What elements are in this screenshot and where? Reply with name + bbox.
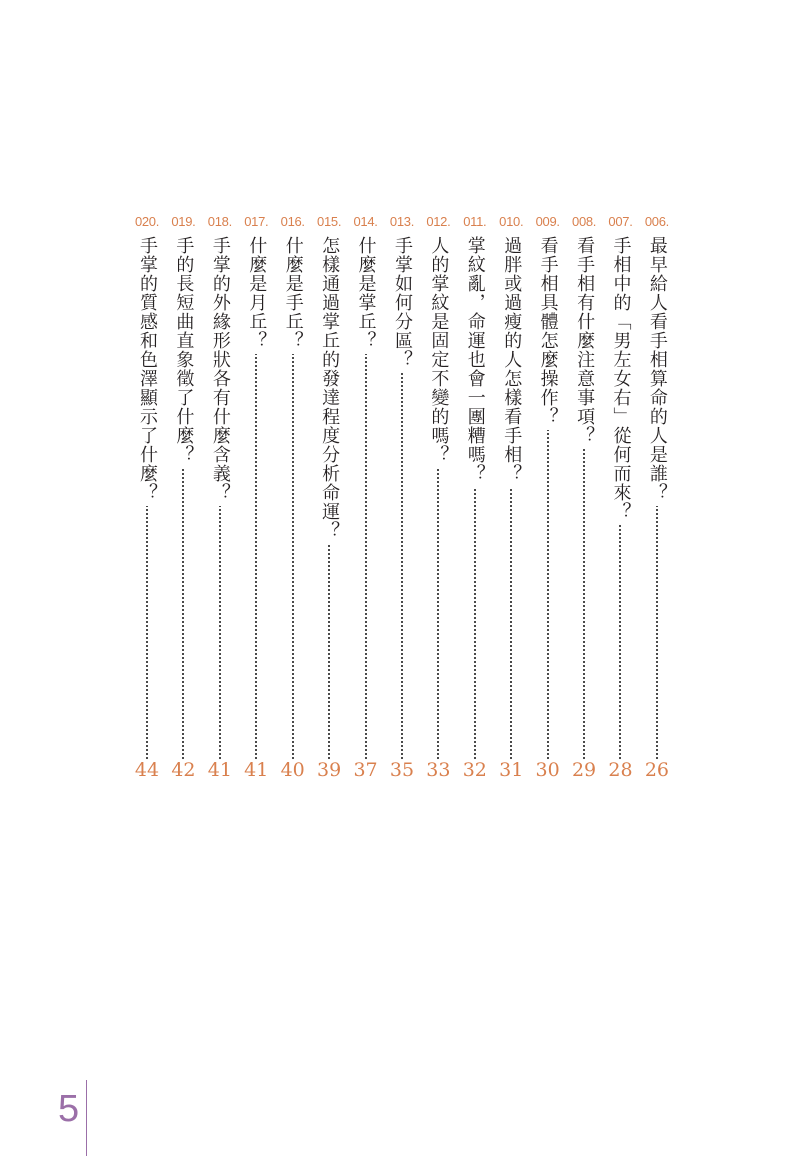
entry-title[interactable]: 手的長短曲直象徵了什麼？ — [173, 236, 193, 468]
entry-page-number: 40 — [280, 759, 305, 781]
toc-entry[interactable] — [423, 214, 453, 794]
table-of-contents — [132, 214, 672, 794]
entry-page-number: 37 — [353, 759, 378, 781]
entry-number: 010. — [499, 214, 524, 229]
toc-entry[interactable] — [605, 214, 635, 794]
entry-page-number: 41 — [244, 759, 269, 781]
entry-title[interactable]: 什麼是掌丘？ — [356, 236, 376, 354]
toc-entry[interactable] — [387, 214, 417, 794]
entry-number: 013. — [389, 214, 415, 229]
toc-entry[interactable] — [205, 214, 235, 794]
entry-title[interactable]: 手相中的「男左女右」從何而來？ — [610, 236, 630, 525]
page-number: 5 — [58, 1088, 80, 1130]
entry-title[interactable]: 最早給人看手相算命的人是誰？ — [647, 236, 667, 506]
entry-number: 012. — [426, 214, 451, 229]
toc-entry[interactable] — [460, 214, 490, 794]
toc-entry[interactable] — [168, 214, 198, 794]
entry-title[interactable]: 什麼是手丘？ — [283, 236, 303, 354]
toc-entry[interactable] — [496, 214, 526, 794]
entry-title[interactable]: 手掌的外緣形狀各有什麼含義？ — [210, 236, 230, 506]
entry-number: 020. — [134, 214, 160, 229]
entry-page-number: 26 — [644, 759, 669, 781]
entry-page-number: 29 — [571, 759, 597, 781]
toc-entry[interactable] — [569, 214, 599, 794]
entry-number: 007. — [608, 214, 633, 229]
entry-title[interactable]: 看手相有什麼注意事項？ — [574, 236, 594, 449]
entry-number: 009. — [535, 214, 560, 229]
toc-entry[interactable] — [278, 214, 308, 794]
entry-title[interactable]: 看手相具體怎麼操作？ — [538, 236, 558, 430]
entry-page-number: 35 — [389, 759, 415, 781]
entry-page-number: 32 — [462, 759, 487, 781]
entry-title[interactable]: 手掌如何分區？ — [392, 236, 412, 373]
toc-entry[interactable] — [642, 214, 672, 794]
entry-number: 016. — [280, 214, 305, 229]
entry-number: 011. — [463, 214, 487, 229]
entry-title[interactable]: 過胖或過瘦的人怎樣看手相？ — [501, 236, 521, 487]
entry-number: 006. — [644, 214, 669, 229]
entry-title[interactable]: 什麼是月丘？ — [246, 236, 266, 354]
entry-number: 019. — [171, 214, 196, 229]
entry-title[interactable]: 掌紋亂，命運也會一團糟嗎？ — [465, 236, 485, 487]
entry-title[interactable]: 手掌的質感和色澤顯示了什麼？ — [137, 236, 157, 506]
entry-number: 015. — [317, 214, 342, 229]
folio-divider — [86, 1080, 87, 1156]
entry-page-number: 31 — [499, 759, 524, 781]
entry-page-number: 28 — [608, 759, 633, 781]
toc-entry[interactable] — [241, 214, 271, 794]
entry-page-number: 41 — [207, 759, 232, 781]
toc-entry[interactable] — [351, 214, 381, 794]
entry-number: 014. — [353, 214, 378, 229]
toc-entry[interactable] — [533, 214, 563, 794]
entry-number: 018. — [207, 214, 232, 229]
entry-title[interactable]: 怎樣通過掌丘的發達程度分析命運？ — [319, 236, 339, 544]
entry-page-number: 42 — [171, 759, 196, 781]
entry-page-number: 30 — [535, 759, 560, 781]
entry-page-number: 39 — [317, 759, 342, 781]
toc-entry[interactable] — [132, 214, 162, 794]
entry-number: 008. — [572, 214, 597, 229]
entry-page-number: 44 — [134, 759, 160, 781]
toc-entry[interactable] — [314, 214, 344, 794]
entry-number: 017. — [244, 214, 269, 229]
entry-title[interactable]: 人的掌紋是固定不變的嗎？ — [428, 236, 448, 468]
entry-page-number: 33 — [426, 759, 451, 781]
